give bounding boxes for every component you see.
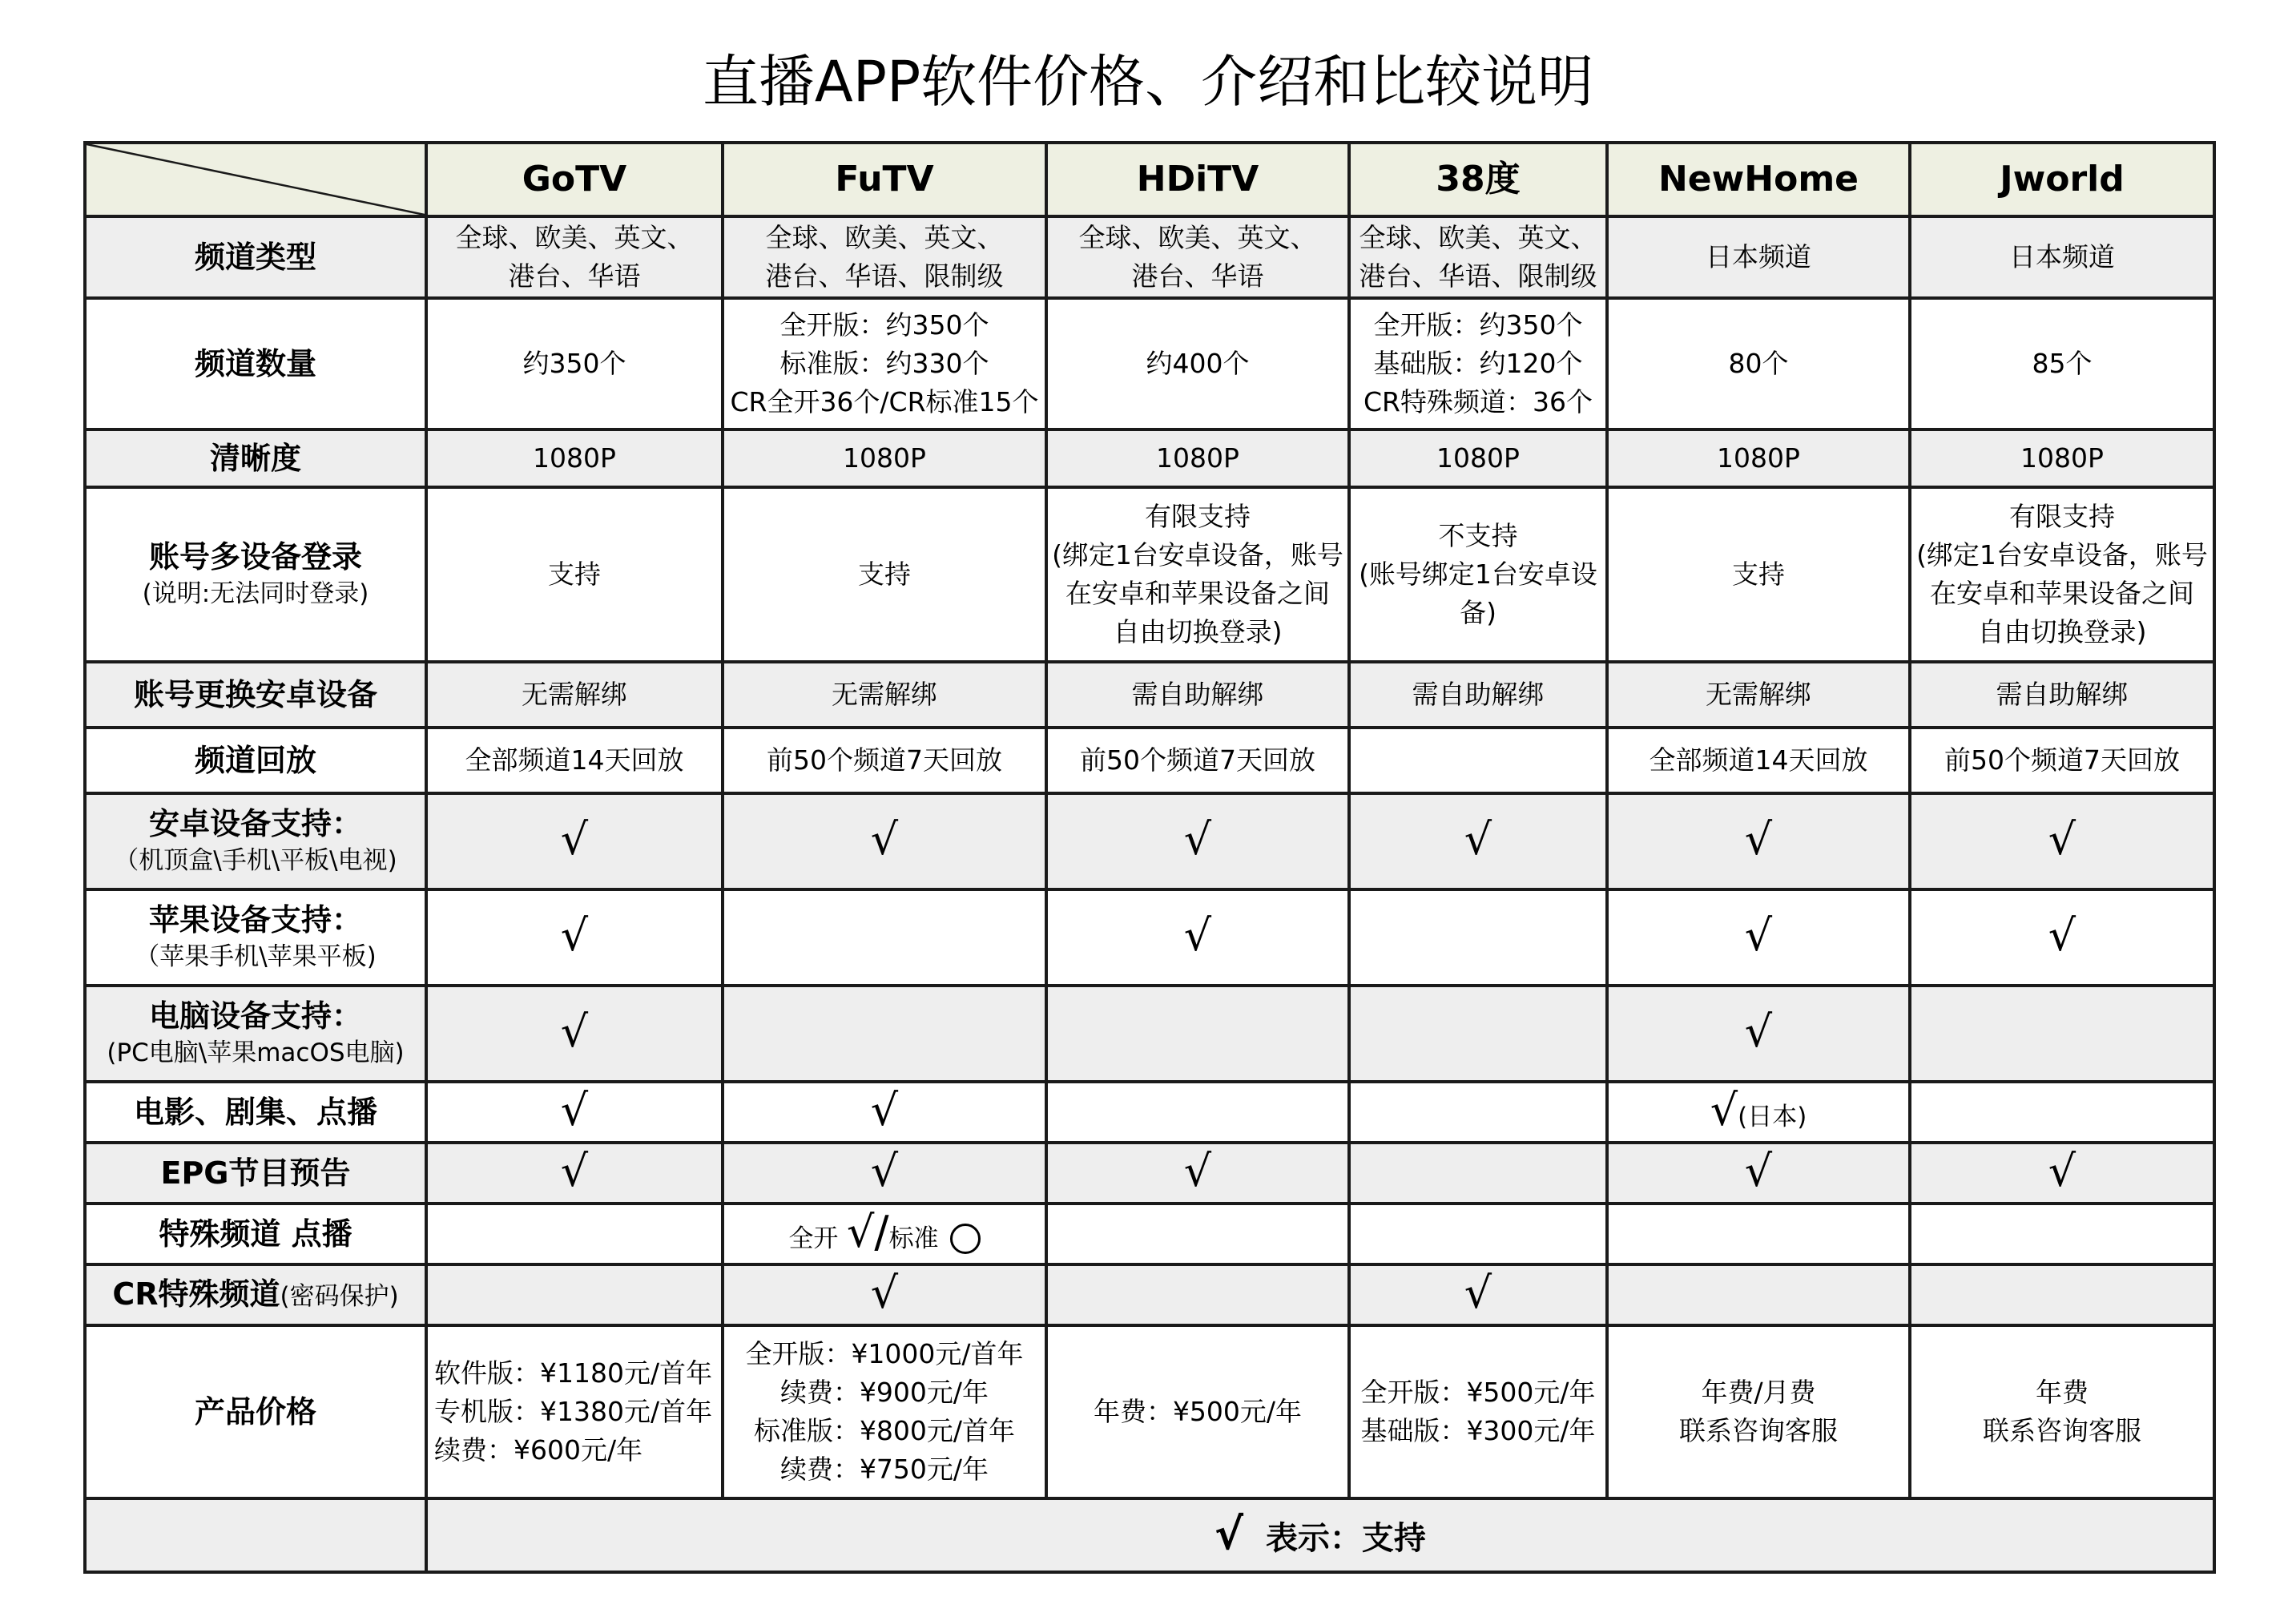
- cell-playback-jworld: 前50个频道7天回放: [1910, 728, 2214, 793]
- cell-special-vod-hditv: [1046, 1204, 1349, 1264]
- cell-apple-38du: [1349, 889, 1607, 986]
- cell-android-newhome: [1607, 793, 1910, 889]
- cell-multi-device-jworld: 有限支持 (绑定1台安卓设备，账号 在安卓和苹果设备之间 自由切换登录): [1910, 487, 2214, 662]
- row-cr-special: [85, 1264, 2214, 1325]
- cell-playback-38du: [1349, 728, 1607, 793]
- cell-vod-gotv: [426, 1082, 723, 1143]
- check-mark: √: [560, 1146, 589, 1196]
- cell-playback-gotv: 全部频道14天回放: [426, 728, 723, 793]
- row-epg: [85, 1143, 2214, 1204]
- check-mark: √: [1744, 814, 1773, 865]
- cell-channel-count-38du: 全开版：约350个 基础版：约120个 CR特殊频道：36个: [1349, 298, 1607, 429]
- cell-pc-newhome: [1607, 986, 1910, 1082]
- cell-apple-newhome: [1607, 889, 1910, 986]
- cell-multi-device-hditv: 有限支持 (绑定1台安卓设备，账号 在安卓和苹果设备之间 自由切换登录): [1046, 487, 1349, 662]
- row-label-playback: 频道回放: [85, 728, 426, 793]
- header-row: [85, 143, 2214, 216]
- cell-playback-hditv: 前50个频道7天回放: [1046, 728, 1349, 793]
- row-apple: [85, 889, 2214, 986]
- cell-channel-count-newhome: 80个: [1607, 298, 1910, 429]
- cell-price-jworld: 年费 联系咨询客服: [1910, 1325, 2214, 1498]
- comparison-table: [83, 141, 2216, 1574]
- check-mark: √: [560, 910, 589, 961]
- check-mark: √: [1183, 814, 1212, 865]
- cell-special-vod-38du: [1349, 1204, 1607, 1264]
- cell-multi-device-futv: 支持: [723, 487, 1046, 662]
- cell-channel-type-38du: 全球、欧美、英文、 港台、华语、限制级: [1349, 216, 1607, 298]
- row-playback: [85, 728, 2214, 793]
- check-mark: √: [870, 1268, 899, 1318]
- cell-multi-device-newhome: 支持: [1607, 487, 1910, 662]
- row-label-price: 产品价格: [85, 1325, 426, 1498]
- check-mark: √: [1744, 910, 1773, 961]
- row-label-android: 安卓设备支持： （机顶盒\手机\平板\电视): [85, 793, 426, 889]
- cell-epg-futv: [723, 1143, 1046, 1204]
- check-mark: √: [560, 1085, 589, 1135]
- row-pc: [85, 986, 2214, 1082]
- cell-epg-jworld: [1910, 1143, 2214, 1204]
- cell-android-futv: [723, 793, 1046, 889]
- cell-cr-special-futv: [723, 1264, 1046, 1325]
- cell-android-38du: [1349, 793, 1607, 889]
- cell-channel-type-jworld: 日本频道: [1910, 216, 2214, 298]
- row-multi-device: [85, 487, 2214, 662]
- cell-change-device-gotv: 无需解绑: [426, 662, 723, 728]
- row-note-apple: （苹果手机\苹果平板): [135, 942, 377, 971]
- check-mark: √: [1744, 1146, 1773, 1196]
- cell-epg-38du: [1349, 1143, 1607, 1204]
- row-channel-count: [85, 298, 2214, 429]
- check-mark: √: [560, 1006, 589, 1057]
- check-mark: √: [1214, 1509, 1244, 1559]
- column-header-gotv: GoTV: [426, 143, 723, 216]
- legend-cell: [426, 1498, 2214, 1572]
- check-mark: √: [870, 1085, 899, 1135]
- row-price: [85, 1325, 2214, 1498]
- row-label-apple: 苹果设备支持： （苹果手机\苹果平板): [85, 889, 426, 986]
- check-mark: √: [2048, 910, 2076, 961]
- row-label-vod: 电影、剧集、点播: [85, 1082, 426, 1143]
- cell-apple-hditv: [1046, 889, 1349, 986]
- cell-resolution-hditv: 1080P: [1046, 429, 1349, 487]
- cell-pc-futv: [723, 986, 1046, 1082]
- column-header-38du: 38度: [1349, 143, 1607, 216]
- cell-cr-special-38du: [1349, 1264, 1607, 1325]
- cell-resolution-38du: 1080P: [1349, 429, 1607, 487]
- check-mark: √: [1464, 814, 1492, 865]
- check-mark: √: [1744, 1006, 1773, 1057]
- cell-change-device-hditv: 需自助解绑: [1046, 662, 1349, 728]
- cell-multi-device-38du: 不支持 (账号绑定1台安卓设备): [1349, 487, 1607, 662]
- check-mark: √: [1710, 1084, 1738, 1135]
- cell-special-vod-jworld: [1910, 1204, 2214, 1264]
- cell-vod-newhome: [1607, 1082, 1910, 1143]
- cell-cr-special-gotv: [426, 1264, 723, 1325]
- row-label-cr-special: CR特殊频道(密码保护): [85, 1264, 426, 1325]
- check-mark: √: [870, 814, 899, 865]
- cell-apple-jworld: [1910, 889, 2214, 986]
- cell-change-device-newhome: 无需解绑: [1607, 662, 1910, 728]
- row-vod: [85, 1082, 2214, 1143]
- cell-special-vod-futv: 全开 √/标准: [723, 1204, 1046, 1264]
- cell-vod-hditv: [1046, 1082, 1349, 1143]
- check-mark: √: [2048, 1146, 2076, 1196]
- cell-playback-newhome: 全部频道14天回放: [1607, 728, 1910, 793]
- cell-change-device-38du: 需自助解绑: [1349, 662, 1607, 728]
- cell-cr-special-newhome: [1607, 1264, 1910, 1325]
- check-mark: √: [1464, 1268, 1492, 1318]
- cell-price-38du: 全开版：¥500元/年 基础版：¥300元/年: [1349, 1325, 1607, 1498]
- cell-price-futv: 全开版：¥1000元/首年 续费：¥900元/年 标准版：¥800元/首年 续费：¥750元/年: [723, 1325, 1046, 1498]
- cell-android-jworld: [1910, 793, 2214, 889]
- cell-apple-futv: [723, 889, 1046, 986]
- column-header-hditv: HDiTV: [1046, 143, 1349, 216]
- cell-channel-type-hditv: 全球、欧美、英文、 港台、华语: [1046, 216, 1349, 298]
- check-mark: √: [1183, 910, 1212, 961]
- check-mark: √: [1183, 1146, 1212, 1196]
- cell-change-device-jworld: 需自助解绑: [1910, 662, 2214, 728]
- cell-epg-newhome: [1607, 1143, 1910, 1204]
- cell-resolution-newhome: 1080P: [1607, 429, 1910, 487]
- cell-apple-gotv: [426, 889, 723, 986]
- check-mark: √: [870, 1146, 899, 1196]
- check-mark: √: [846, 1206, 875, 1257]
- cell-playback-futv: 前50个频道7天回放: [723, 728, 1046, 793]
- row-label-multi-device: 账号多设备登录 (说明:无法同时登录): [85, 487, 426, 662]
- cell-channel-count-jworld: 85个: [1910, 298, 2214, 429]
- cell-change-device-futv: 无需解绑: [723, 662, 1046, 728]
- cell-pc-gotv: [426, 986, 723, 1082]
- cell-pc-38du: [1349, 986, 1607, 1082]
- row-channel-type: [85, 216, 2214, 298]
- check-mark: √: [2048, 814, 2076, 865]
- cell-android-gotv: [426, 793, 723, 889]
- row-label-resolution: 清晰度: [85, 429, 426, 487]
- legend-row: [85, 1498, 2214, 1572]
- row-note-android: （机顶盒\手机\平板\电视): [114, 846, 397, 875]
- cell-channel-type-newhome: 日本频道: [1607, 216, 1910, 298]
- cell-vod-futv: [723, 1082, 1046, 1143]
- cell-pc-hditv: [1046, 986, 1349, 1082]
- row-label-channel-count: 频道数量: [85, 298, 426, 429]
- cell-channel-count-futv: 全开版：约350个 标准版：约330个 CR全开36个/CR标准15个: [723, 298, 1046, 429]
- row-change-device: [85, 662, 2214, 728]
- row-note-multi-device: (说明:无法同时登录): [142, 579, 369, 608]
- circle-icon: [950, 1224, 981, 1254]
- cell-resolution-jworld: 1080P: [1910, 429, 2214, 487]
- legend-text: 表示：支持: [1265, 1520, 1426, 1557]
- cell-channel-type-futv: 全球、欧美、英文、 港台、华语、限制级: [723, 216, 1046, 298]
- vod-japan-note: (日本): [1738, 1102, 1807, 1131]
- row-label-change-device: 账号更换安卓设备: [85, 662, 426, 728]
- cell-multi-device-gotv: 支持: [426, 487, 723, 662]
- cell-vod-jworld: [1910, 1082, 2214, 1143]
- page-title: 直播APP软件价格、介绍和比较说明: [702, 49, 1594, 115]
- cell-resolution-gotv: 1080P: [426, 429, 723, 487]
- column-header-newhome: NewHome: [1607, 143, 1910, 216]
- cell-epg-gotv: [426, 1143, 723, 1204]
- cell-price-hditv: 年费：¥500元/年: [1046, 1325, 1349, 1498]
- cell-cr-special-hditv: [1046, 1264, 1349, 1325]
- cell-vod-38du: [1349, 1082, 1607, 1143]
- cell-pc-jworld: [1910, 986, 2214, 1082]
- row-resolution: [85, 429, 2214, 487]
- cell-channel-type-gotv: 全球、欧美、英文、 港台、华语: [426, 216, 723, 298]
- column-header-jworld: Jworld: [1910, 143, 2214, 216]
- cell-channel-count-gotv: 约350个: [426, 298, 723, 429]
- row-label-epg: EPG节目预告: [85, 1143, 426, 1204]
- diagonal-line: [87, 144, 425, 215]
- row-note-cr-special: (密码保护): [280, 1281, 399, 1311]
- cell-channel-count-hditv: 约400个: [1046, 298, 1349, 429]
- cell-android-hditv: [1046, 793, 1349, 889]
- corner-cell: [85, 143, 426, 216]
- row-note-pc: (PC电脑\苹果macOS电脑): [107, 1038, 405, 1067]
- row-label-pc: 电脑设备支持： (PC电脑\苹果macOS电脑): [85, 986, 426, 1082]
- cell-special-vod-newhome: [1607, 1204, 1910, 1264]
- legend-empty-cell: [85, 1498, 426, 1572]
- cell-epg-hditv: [1046, 1143, 1349, 1204]
- check-mark: √: [560, 814, 589, 865]
- cell-resolution-futv: 1080P: [723, 429, 1046, 487]
- cell-price-newhome: 年费/月费 联系咨询客服: [1607, 1325, 1910, 1498]
- row-special-vod: [85, 1204, 2214, 1264]
- cell-price-gotv: 软件版：¥1180元/首年 专机版：¥1380元/首年 续费：¥600元/年: [426, 1325, 723, 1498]
- cell-special-vod-gotv: [426, 1204, 723, 1264]
- column-header-futv: FuTV: [723, 143, 1046, 216]
- row-android: [85, 793, 2214, 889]
- row-label-channel-type: 频道类型: [85, 216, 426, 298]
- cell-cr-special-jworld: [1910, 1264, 2214, 1325]
- row-label-special-vod: 特殊频道 点播: [85, 1204, 426, 1264]
